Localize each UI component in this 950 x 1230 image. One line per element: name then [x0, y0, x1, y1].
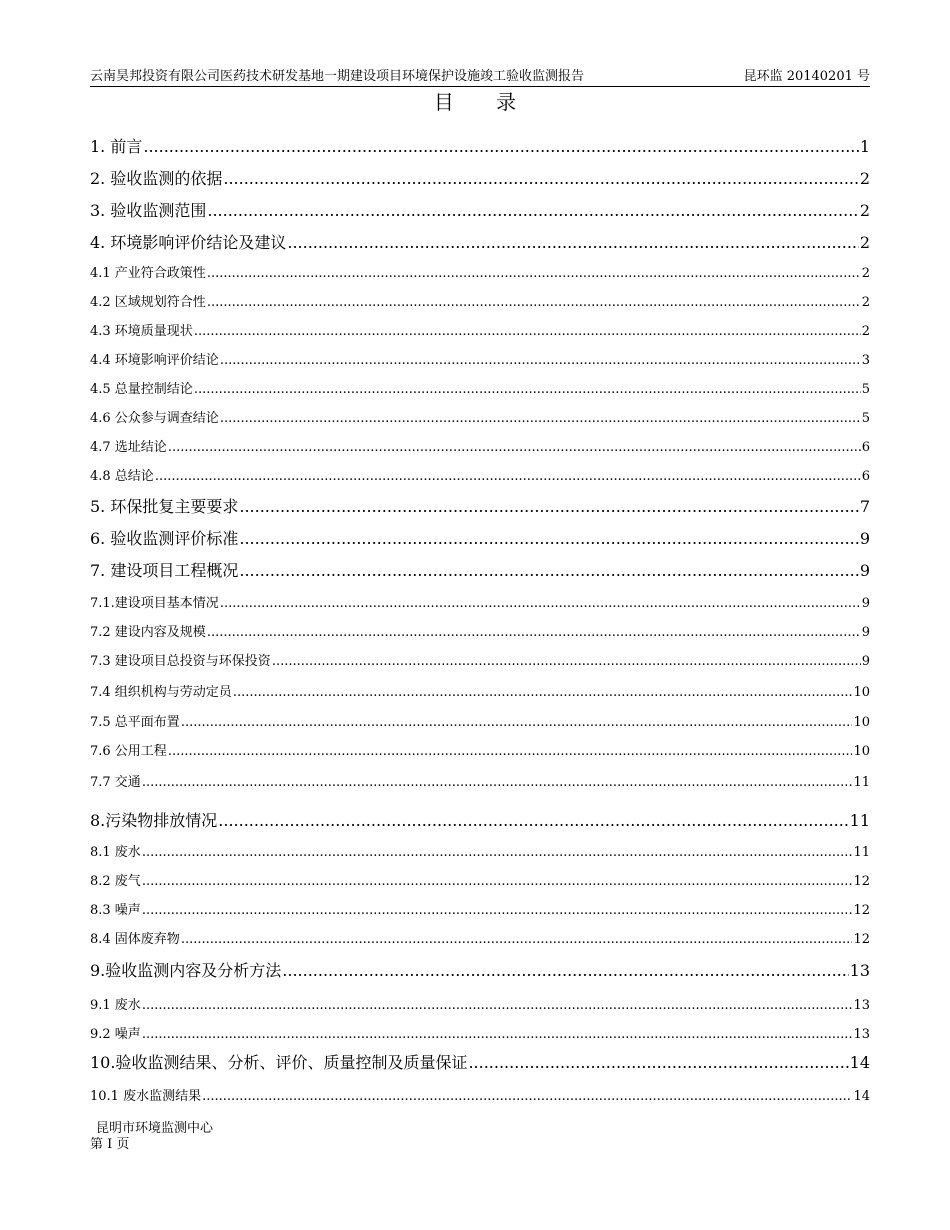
toc-entry-title: 8.1 废水 — [90, 845, 141, 860]
toc-entry-title: 8.4 固体废弃物 — [90, 932, 180, 947]
toc-entry[interactable] — [90, 592, 870, 611]
toc-entry[interactable] — [90, 494, 870, 517]
toc-entry-title: 8.2 废气 — [90, 874, 141, 889]
toc-entry[interactable] — [90, 621, 870, 640]
toc-entry[interactable] — [90, 230, 870, 253]
toc-entry-title: 7.7 交通 — [90, 775, 141, 790]
toc-entry[interactable] — [90, 134, 870, 157]
toc-dot-leader — [223, 169, 858, 188]
toc-entry[interactable] — [90, 526, 870, 549]
toc-title: 目 录 — [433, 90, 535, 114]
toc-entry[interactable] — [90, 1085, 870, 1104]
toc-entry[interactable] — [90, 928, 870, 947]
toc-dot-leader — [272, 654, 861, 669]
toc-entry[interactable] — [90, 291, 870, 310]
toc-entry-page-number: 5 — [861, 382, 870, 397]
toc-entry-page-number: 2 — [859, 201, 870, 220]
toc-dot-leader — [207, 266, 861, 281]
toc-dot-leader — [220, 411, 861, 426]
toc-entry-page-number: 11 — [849, 811, 870, 830]
toc-dot-leader — [143, 137, 858, 156]
toc-entry-page-number: 9 — [861, 596, 870, 611]
toc-dot-leader — [142, 998, 853, 1013]
toc-entry[interactable] — [90, 262, 870, 281]
toc-entry-page-number: 10 — [853, 744, 870, 759]
toc-entry[interactable] — [90, 1023, 870, 1042]
toc-entry-title: 4.2 区域规划符合性 — [90, 295, 206, 310]
toc-entry-title: 4.1 产业符合政策性 — [90, 266, 206, 281]
toc-entry[interactable] — [90, 349, 870, 368]
toc-dot-leader — [181, 715, 853, 730]
toc-entry[interactable] — [90, 681, 870, 700]
toc-dot-leader — [194, 382, 861, 397]
toc-dot-leader — [155, 469, 861, 484]
toc-dot-leader — [207, 625, 861, 640]
toc-entry-title: 4.3 环境质量现状 — [90, 324, 193, 339]
toc-entry-page-number: 10 — [853, 715, 870, 730]
toc-entry-title: 7.2 建设内容及规模 — [90, 625, 206, 640]
toc-entry-title: 5. 环保批复主要要求 — [90, 497, 239, 516]
toc-entry-title: 4.8 总结论 — [90, 469, 154, 484]
header-document-title: 云南昊邦投资有限公司医药技术研发基地一期建设项目环境保护设施竣工验收监测报告 — [90, 69, 585, 84]
toc-entry-page-number: 6 — [861, 469, 870, 484]
toc-dot-leader — [220, 353, 861, 368]
toc-entry-title: 7.1.建设项目基本情况 — [90, 596, 219, 611]
toc-entry-title: 8.3 噪声 — [90, 903, 141, 918]
toc-dot-leader — [220, 596, 861, 611]
toc-entry[interactable] — [90, 320, 870, 339]
toc-entry-title: 9.2 噪声 — [90, 1027, 141, 1042]
toc-entry-page-number: 5 — [861, 411, 870, 426]
toc-dot-leader — [239, 497, 858, 516]
toc-entry-page-number: 11 — [853, 775, 870, 790]
toc-entry-page-number: 1 — [859, 137, 870, 156]
toc-dot-leader — [142, 775, 853, 790]
toc-entry-page-number: 10 — [853, 685, 870, 700]
toc-entry[interactable] — [90, 841, 870, 860]
toc-entry-page-number: 2 — [861, 295, 870, 310]
toc-entry-page-number: 2 — [861, 266, 870, 281]
toc-dot-leader — [142, 845, 853, 860]
toc-entry-page-number: 2 — [859, 169, 870, 188]
toc-entry-page-number: 13 — [853, 998, 870, 1013]
toc-entry[interactable] — [90, 407, 870, 426]
toc-dot-leader — [142, 903, 853, 918]
toc-entry-title: 10.验收监测结果、分析、评价、质量控制及质量保证 — [90, 1053, 468, 1072]
toc-dot-leader — [287, 233, 858, 252]
toc-entry-title: 9.验收监测内容及分析方法 — [90, 961, 282, 980]
toc-entry-page-number: 9 — [861, 654, 870, 669]
toc-entry-page-number: 13 — [853, 1027, 870, 1042]
toc-entry-page-number: 14 — [849, 1053, 870, 1072]
toc-entry-title: 9.1 废水 — [90, 998, 141, 1013]
toc-dot-leader — [233, 685, 853, 700]
toc-entry[interactable] — [90, 740, 870, 759]
toc-entry[interactable] — [90, 378, 870, 397]
toc-dot-leader — [207, 201, 858, 220]
toc-dot-leader — [194, 324, 861, 339]
toc-dot-leader — [168, 440, 861, 455]
toc-entry-title: 4.4 环境影响评价结论 — [90, 353, 219, 368]
toc-entry-page-number: 9 — [859, 561, 870, 580]
toc-entry-page-number: 14 — [853, 1089, 870, 1104]
toc-entry-page-number: 13 — [849, 961, 870, 980]
toc-entry-title: 4.5 总量控制结论 — [90, 382, 193, 397]
toc-entry-page-number: 3 — [861, 353, 870, 368]
toc-entry-page-number: 9 — [861, 625, 870, 640]
toc-entry[interactable] — [90, 771, 870, 790]
toc-dot-leader — [239, 529, 858, 548]
toc-entry-page-number: 9 — [859, 529, 870, 548]
toc-entry-page-number: 7 — [859, 497, 870, 516]
toc-entry-title: 1. 前言 — [90, 137, 143, 156]
toc-dot-leader — [218, 811, 848, 830]
toc-entry[interactable] — [90, 870, 870, 889]
toc-entry[interactable] — [90, 436, 870, 455]
toc-entry-title: 2. 验收监测的依据 — [90, 169, 223, 188]
toc-entry-page-number: 11 — [853, 845, 870, 860]
toc-entry-page-number: 2 — [859, 233, 870, 252]
toc-dot-leader — [202, 1089, 852, 1104]
toc-entry[interactable] — [90, 166, 870, 189]
toc-entry[interactable] — [90, 198, 870, 221]
toc-entry[interactable] — [90, 558, 870, 581]
toc-entry[interactable] — [90, 958, 870, 981]
page-footer — [90, 1121, 213, 1153]
toc-dot-leader — [181, 932, 853, 947]
toc-entry-page-number: 2 — [861, 324, 870, 339]
footer-organization: 昆明市环境监测中心 — [96, 1121, 214, 1136]
toc-entry-title: 6. 验收监测评价标准 — [90, 529, 239, 548]
toc-entry-title: 7.6 公用工程 — [90, 744, 167, 759]
toc-dot-leader — [142, 874, 853, 889]
toc-entry-page-number: 12 — [853, 874, 870, 889]
page-header — [90, 64, 870, 87]
toc-dot-leader — [207, 295, 861, 310]
toc-dot-leader — [282, 961, 848, 980]
toc-entry-title: 10.1 废水监测结果 — [90, 1089, 202, 1104]
toc-entry-title: 3. 验收监测范围 — [90, 201, 207, 220]
toc-dot-leader — [239, 561, 858, 580]
toc-entry[interactable] — [90, 1050, 870, 1073]
toc-entry[interactable] — [90, 899, 870, 918]
toc-entry-title: 7. 建设项目工程概况 — [90, 561, 239, 580]
toc-entry-page-number: 12 — [853, 932, 870, 947]
toc-dot-leader — [468, 1053, 848, 1072]
toc-entry-title: 7.3 建设项目总投资与环保投资 — [90, 654, 271, 669]
toc-entry[interactable] — [90, 650, 870, 669]
toc-entry-title: 4. 环境影响评价结论及建议 — [90, 233, 287, 252]
toc-entry-page-number: 12 — [853, 903, 870, 918]
toc-entry-title: 7.5 总平面布置 — [90, 715, 180, 730]
toc-entry-title: 8.污染物排放情况 — [90, 811, 218, 830]
toc-entry-title: 4.6 公众参与调查结论 — [90, 411, 219, 426]
toc-entry[interactable] — [90, 994, 870, 1013]
toc-entry-title: 4.7 选址结论 — [90, 440, 167, 455]
toc-entry-title: 7.4 组织机构与劳动定员 — [90, 685, 232, 700]
header-report-number: 昆环监 20140201 号 — [743, 69, 870, 84]
toc-entry[interactable] — [90, 711, 870, 730]
toc-entry[interactable] — [90, 808, 870, 831]
toc-entry-page-number: 6 — [861, 440, 870, 455]
toc-dot-leader — [168, 744, 853, 759]
toc-dot-leader — [142, 1027, 853, 1042]
footer-page-number: 第 I 页 — [90, 1137, 130, 1152]
toc-entry[interactable] — [90, 465, 870, 484]
